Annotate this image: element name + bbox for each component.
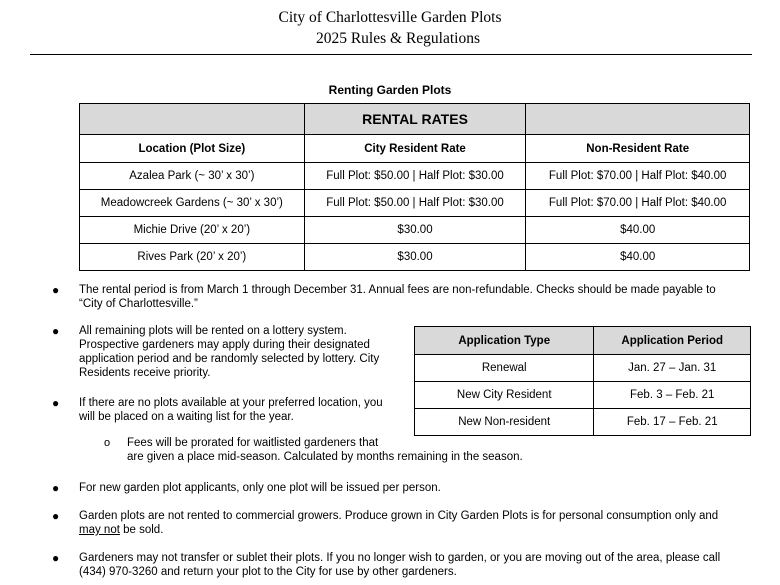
bullet-text-line <box>79 523 769 537</box>
column-header-non-resident-rate: Non-Resident Rate <box>526 135 750 163</box>
table-title-spacer <box>80 104 305 135</box>
bullet-text-line: Prospective gardeners may apply during their designated <box>79 339 370 351</box>
document-title: City of Charlottesville Garden Plots <box>278 9 502 26</box>
resident-rate-cell: $30.00 <box>304 217 526 244</box>
application-period-cell: Feb. 17 – Feb. 21 <box>594 409 751 436</box>
resident-rate-cell: Full Plot: $50.00 | Half Plot: $30.00 <box>304 190 526 217</box>
location-cell: Azalea Park (~ 30’ x 30’) <box>80 163 305 190</box>
table-row <box>415 355 751 382</box>
non-resident-rate-cell: $40.00 <box>526 244 750 271</box>
table-row <box>415 409 751 436</box>
non-resident-rate-cell: Full Plot: $70.00 | Half Plot: $40.00 <box>526 163 750 190</box>
column-header-resident-rate: City Resident Rate <box>304 135 526 163</box>
underlined-text: may not <box>79 524 120 536</box>
column-header-application-period: Application Period <box>594 327 751 355</box>
bullet-text-line: are given a place mid-season. Calculated by months remaining in the season. <box>127 451 523 463</box>
application-period-table <box>414 326 751 436</box>
application-type-cell: New Non-resident <box>415 409 594 436</box>
non-resident-rate-cell: $40.00 <box>526 217 750 244</box>
sub-bullet-marker: o <box>104 437 111 449</box>
application-period-cell: Feb. 3 – Feb. 21 <box>594 382 751 409</box>
bullet-text-line: application period and be randomly selected by lottery. City <box>79 353 380 365</box>
bullet-text-line: Garden plots are not rented to commercial growers. Produce grown in City Garden Plots is for personal consumption only and <box>79 510 719 522</box>
table-row <box>80 244 750 271</box>
document-subtitle: 2025 Rules & Regulations <box>315 30 481 47</box>
column-header-location: Location (Plot Size) <box>80 135 305 163</box>
bullet-text-fragment: be sold. <box>119 524 164 536</box>
location-cell: Michie Drive (20’ x 20’) <box>80 217 305 244</box>
bullet-text-line: The rental period is from March 1 through December 31. Annual fees are non-refundable. Checks should be made payable to <box>79 284 716 296</box>
bullet-marker: ● <box>52 481 60 495</box>
bullet-marker: ● <box>52 509 60 523</box>
bullet-text-line: If there are no plots available at your preferred location, you <box>79 397 383 409</box>
rental-rates-title: RENTAL RATES <box>304 104 526 135</box>
bullet-marker: ● <box>52 396 60 410</box>
location-cell: Rives Park (20’ x 20’) <box>80 244 305 271</box>
resident-rate-cell: Full Plot: $50.00 | Half Plot: $30.00 <box>304 163 526 190</box>
bullet-text-line: “City of Charlottesville.” <box>79 298 198 310</box>
column-header-application-type: Application Type <box>415 327 594 355</box>
bullet-text-line: All remaining plots will be rented on a lottery system. <box>79 325 347 337</box>
application-period-cell: Jan. 27 – Jan. 31 <box>594 355 751 382</box>
table-title-spacer <box>526 104 750 135</box>
non-resident-rate-cell: Full Plot: $70.00 | Half Plot: $40.00 <box>526 190 750 217</box>
table-row <box>415 382 751 409</box>
bullet-text-line: (434) 970-3260 and return your plot to the City for use by other gardeners. <box>79 566 457 578</box>
application-type-cell: Renewal <box>415 355 594 382</box>
header-divider <box>30 54 752 55</box>
bullet-text-line: Residents receive priority. <box>79 367 211 379</box>
bullet-marker: ● <box>52 283 60 297</box>
table-row <box>80 190 750 217</box>
resident-rate-cell: $30.00 <box>304 244 526 271</box>
bullet-text-line: For new garden plot applicants, only one plot will be issued per person. <box>79 482 441 494</box>
bullet-text-line: Gardeners may not transfer or sublet their plots. If you no longer wish to garden, or you are moving out of the area, please call <box>79 552 721 564</box>
bullet-text-line: will be placed on a waiting list for the year. <box>79 411 294 423</box>
bullet-marker: ● <box>52 324 60 338</box>
section-title: Renting Garden Plots <box>328 83 452 97</box>
bullet-text-line: Fees will be prorated for waitlisted gardeners that <box>127 437 379 449</box>
location-cell: Meadowcreek Gardens (~ 30’ x 30’) <box>80 190 305 217</box>
table-row <box>80 163 750 190</box>
rental-rates-table <box>79 103 750 271</box>
bullet-marker: ● <box>52 551 60 565</box>
table-row <box>80 217 750 244</box>
application-type-cell: New City Resident <box>415 382 594 409</box>
